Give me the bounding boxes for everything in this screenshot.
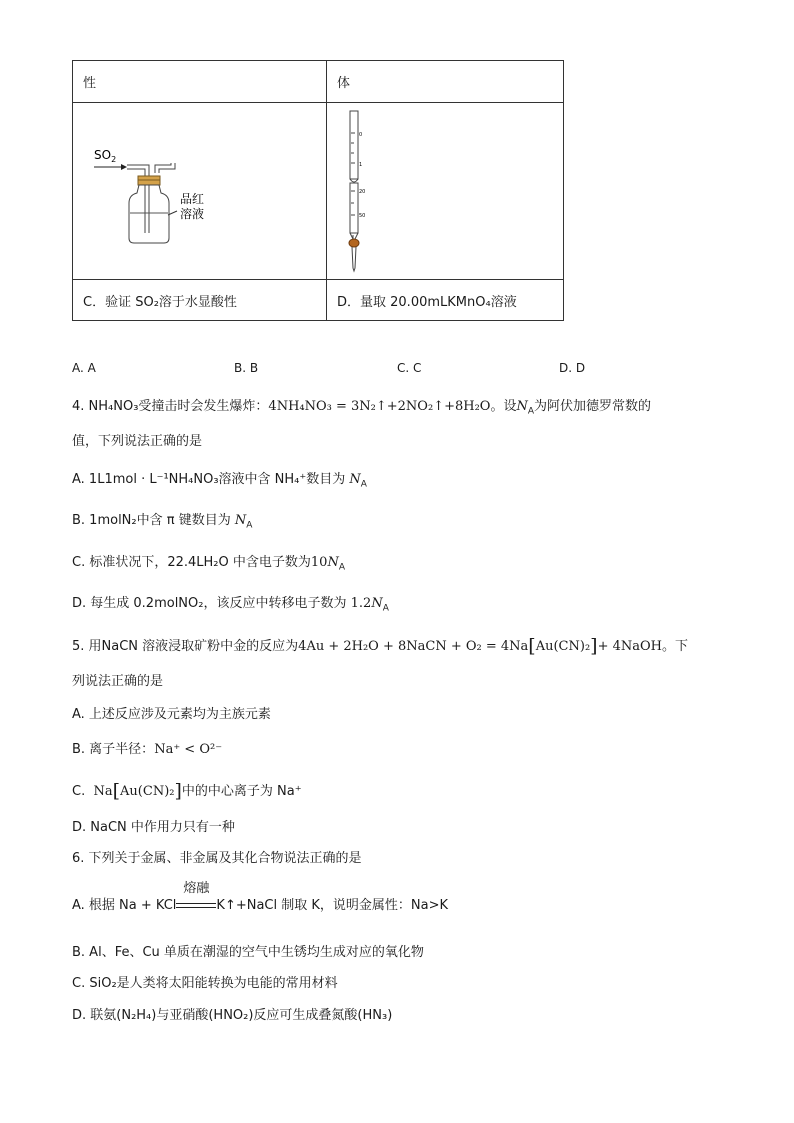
burette-figure: [337, 103, 553, 279]
q6-option-a[interactable]: A. 根据 Na + KCl 熔融 K↑+NaCl 制取 K，说明金属性：Na>K: [72, 896, 448, 916]
choice-c[interactable]: C. C: [397, 361, 422, 375]
gas-washing-bottle-figure: [83, 103, 316, 279]
outlet-tube: [155, 163, 171, 173]
choice-d[interactable]: D. D: [559, 361, 586, 375]
q4-option-a[interactable]: A. 1L1mol · L⁻¹NH₄NO₃溶液中含 NH₄⁺数目为 $N_A$: [72, 472, 367, 490]
q4-equation: 4NH₄NO₃ = 3N₂↑+2NO₂↑+8H₂O: [268, 399, 491, 414]
options-table: [72, 60, 564, 321]
svg-text:50: 50: [359, 213, 366, 219]
choice-a[interactable]: A. A: [72, 361, 96, 375]
q3-choices: [72, 361, 632, 381]
q5-stem-line2: 列说法正确的是: [72, 674, 164, 689]
solution-label-2: 溶液: [180, 207, 205, 221]
figure-d-cell: [327, 103, 564, 280]
q5-option-b[interactable]: B. 离子半径：Na⁺ < O²⁻: [72, 742, 223, 757]
q4-option-c[interactable]: C. 标准状况下，22.4LH₂O 中含电子数为$10N_A$: [72, 555, 345, 573]
q6-option-d[interactable]: D. 联氨(N₂H₄)与亚硝酸(HNO₂)反应可生成叠氮酸(HN₃): [72, 1008, 393, 1023]
q4-stem-line2: 值，下列说法正确的是: [72, 434, 203, 449]
gas-arrow-head: [121, 164, 127, 170]
upper-burette: [350, 111, 358, 179]
q4-stem: 4. NH₄NO₃受撞击时会发生爆炸：4NH₄NO₃ = 3N₂↑+2NO₂↑+8H₂O。设$N_A$为阿伏加德罗常数的: [72, 399, 652, 417]
solution-label-1: 品红: [180, 192, 205, 206]
stopcock: [349, 239, 359, 247]
caption-c: C．验证 SO₂溶于水显酸性: [73, 280, 327, 321]
caption-d: D．量取 20.00mLKMnO₄溶液: [327, 280, 564, 321]
q5-option-d[interactable]: D. NaCN 中作用力只有一种: [72, 820, 235, 835]
q6-option-c[interactable]: C. SiO₂是人类将太阳能转换为电能的常用材料: [72, 976, 338, 991]
svg-text:0: 0: [359, 132, 363, 138]
table-header-right: 体: [327, 61, 564, 103]
q5-stem: 5. 用NaCN 溶液浸取矿粉中金的反应为4Au + 2H₂O + 8NaCN + O₂ = 4Na[Au(CN)₂]+ 4NaOH。下: [72, 635, 689, 657]
q4-option-d[interactable]: D. 每生成 0.2molNO₂，该反应中转移电子数为 $1.2N_A$: [72, 596, 389, 614]
burette-tip: [352, 247, 356, 271]
q5-option-c[interactable]: C. Na[Au(CN)₂]中的中心离子为 Na⁺: [72, 780, 302, 802]
q6-option-b[interactable]: B. Al、Fe、Cu 单质在潮湿的空气中生锈均生成对应的氧化物: [72, 945, 424, 960]
figure-c-cell: [73, 103, 327, 280]
inlet-tube: [127, 165, 149, 233]
q5-option-a[interactable]: A. 上述反应涉及元素均为主族元素: [72, 707, 271, 722]
q4-option-b[interactable]: B. 1molN₂中含 π 键数目为 $N_A$: [72, 513, 253, 531]
table-header-left: 性: [73, 61, 327, 103]
choice-b[interactable]: B. B: [234, 361, 259, 375]
svg-text:1: 1: [359, 162, 363, 168]
q6-stem: 6. 下列关于金属、非金属及其化合物说法正确的是: [72, 851, 362, 866]
so2-label: $SO_2$: [94, 148, 117, 164]
melt-condition-arrow: 熔融: [176, 896, 216, 916]
svg-text:20: 20: [359, 189, 366, 195]
